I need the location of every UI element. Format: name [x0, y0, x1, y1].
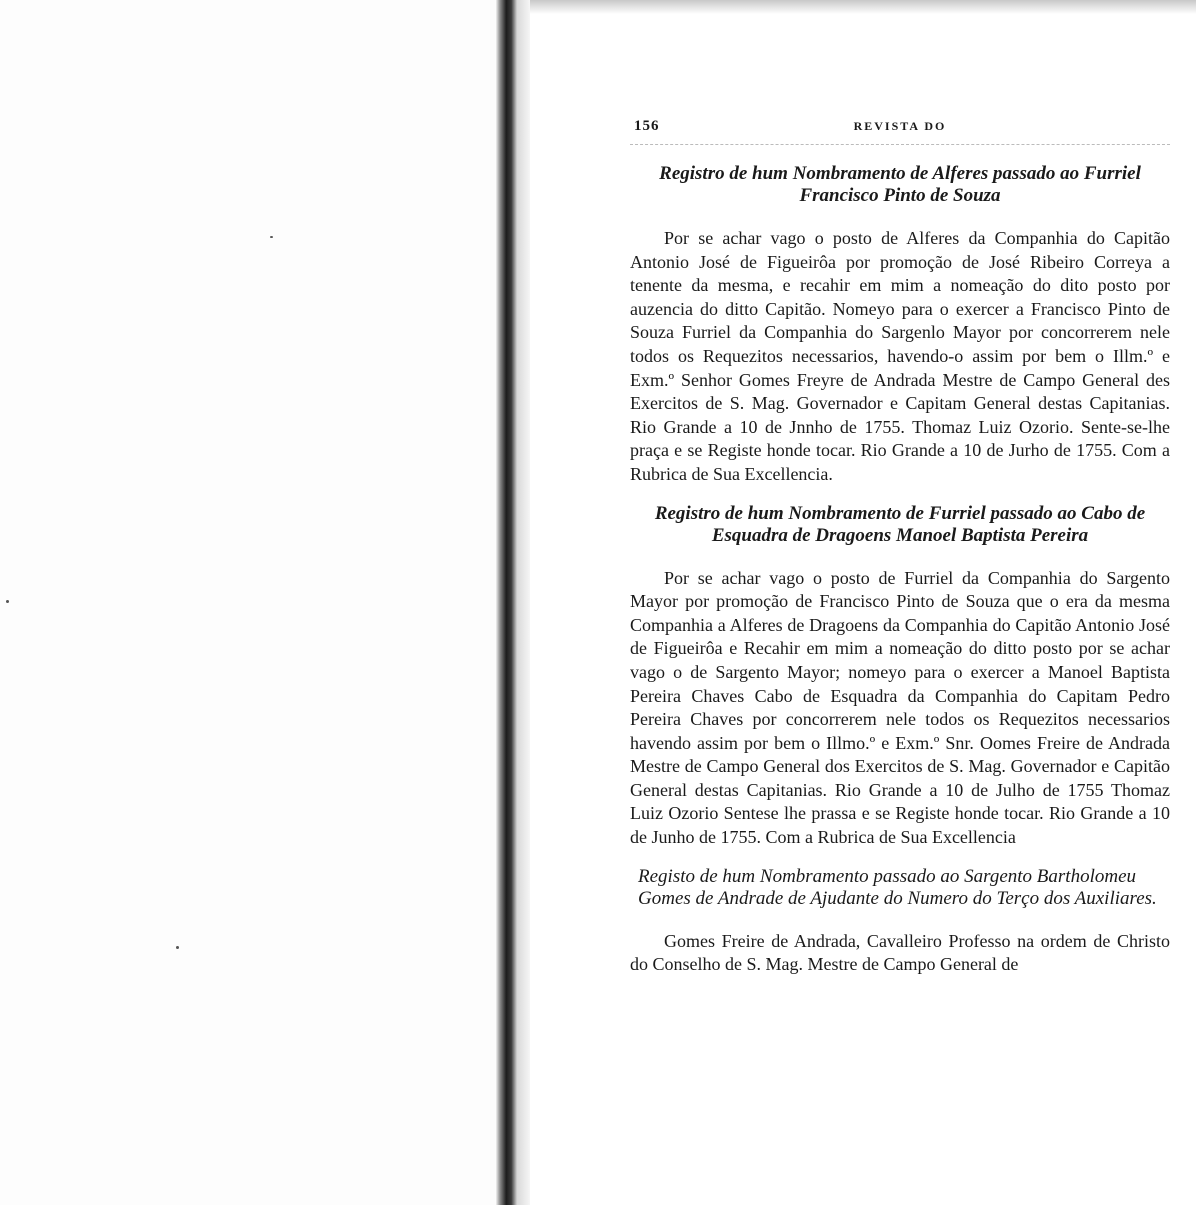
section-body-ajudante: Gomes Freire de Andrada, Cavalleiro Professo na ordem de Christo do Conselho de S. Mag. Mestre de Campo General de — [630, 930, 1170, 975]
section-heading-alferes: Registro de hum Nombramento de Alferes passado ao Furriel Francisco Pinto de Souza — [659, 163, 1141, 206]
running-title: REVISTA DO — [853, 119, 947, 133]
section-heading-furriel: Registro de hum Nombramento de Furriel passado ao Cabo de Esquadra de Dragoens Manoel Baptista Pereira — [654, 502, 1146, 546]
page-speck — [270, 236, 273, 238]
right-page-text-block — [630, 118, 1170, 993]
running-head — [630, 118, 1170, 140]
page-speck — [6, 600, 9, 603]
header-rule — [630, 144, 1170, 145]
page-speck — [176, 946, 179, 949]
book-spine — [496, 0, 530, 1205]
page-top-shadow — [530, 0, 1196, 14]
section-body-furriel: Por se achar vago o posto de Furriel da Companhia do Sargento Mayor por promoção de Francisco Pinto de Souza que o era da mesma Companhia a Alferes de Dragoens da Companhia do Capitão Antonio José de Figueirôa e Recahir em mim a nomeação do ditto posto por se achar vago o de Sargento Mayor; nomeyo para o exercer a Manoel Baptista Pereira Chaves Cabo de Esquadra da Companhia do Capitam Pedro Pereira Chaves por concorrerem nele todos os Requezitos necessarios havendo assim por bem o Illmo.º e Exm.º Snr. Oomes Freire de Andrada Mestre de Campo General dos Exercitos de S. Mag. Governador e Capitão General destas Capitanias. Rio Grande a 10 de Julho de 1755 Thomaz Luiz Ozorio Sentese lhe prassa e se Registe honde tocar. Rio Grande a 10 de Junho de 1755. Com a Rubrica de Sua Excellencia — [630, 567, 1170, 848]
section-body-alferes: Por se achar vago o posto de Alferes da Companhia do Capitão Antonio José de Figueirôa por promoção de José Ribeiro Correya a tenente da mesma, e recahir em mim a nomeação do dito posto por auzencia do ditto Capitão. Nomeyo para o exercer a Francisco Pinto de Souza Furriel da Companhia do Sargenlo Mayor por concorrerem nele todos os Requezitos necessarios, havendo-o assim por bem o Illm.º e Exm.º Senhor Gomes Freyre de Andrada Mestre de Campo General des Exercitos de S. Mag. Governador e Capitam General destas Capitanias. Rio Grande a 10 de Jnnho de 1755. Thomaz Luiz Ozorio. Sente-se-lhe praça e se Registe honde tocar. Rio Grande a 10 de Jurho de 1755. Com a Rubrica de Sua Excellencia. — [630, 228, 1170, 484]
section-heading-ajudante: Registo de hum Nombramento passado ao Sargento Bartholomeu Gomes de Andrade de Ajudante do Numero do Terço dos Auxiliares. — [638, 865, 1157, 909]
left-facing-page — [0, 0, 500, 1205]
page-number: 156 — [634, 118, 660, 134]
